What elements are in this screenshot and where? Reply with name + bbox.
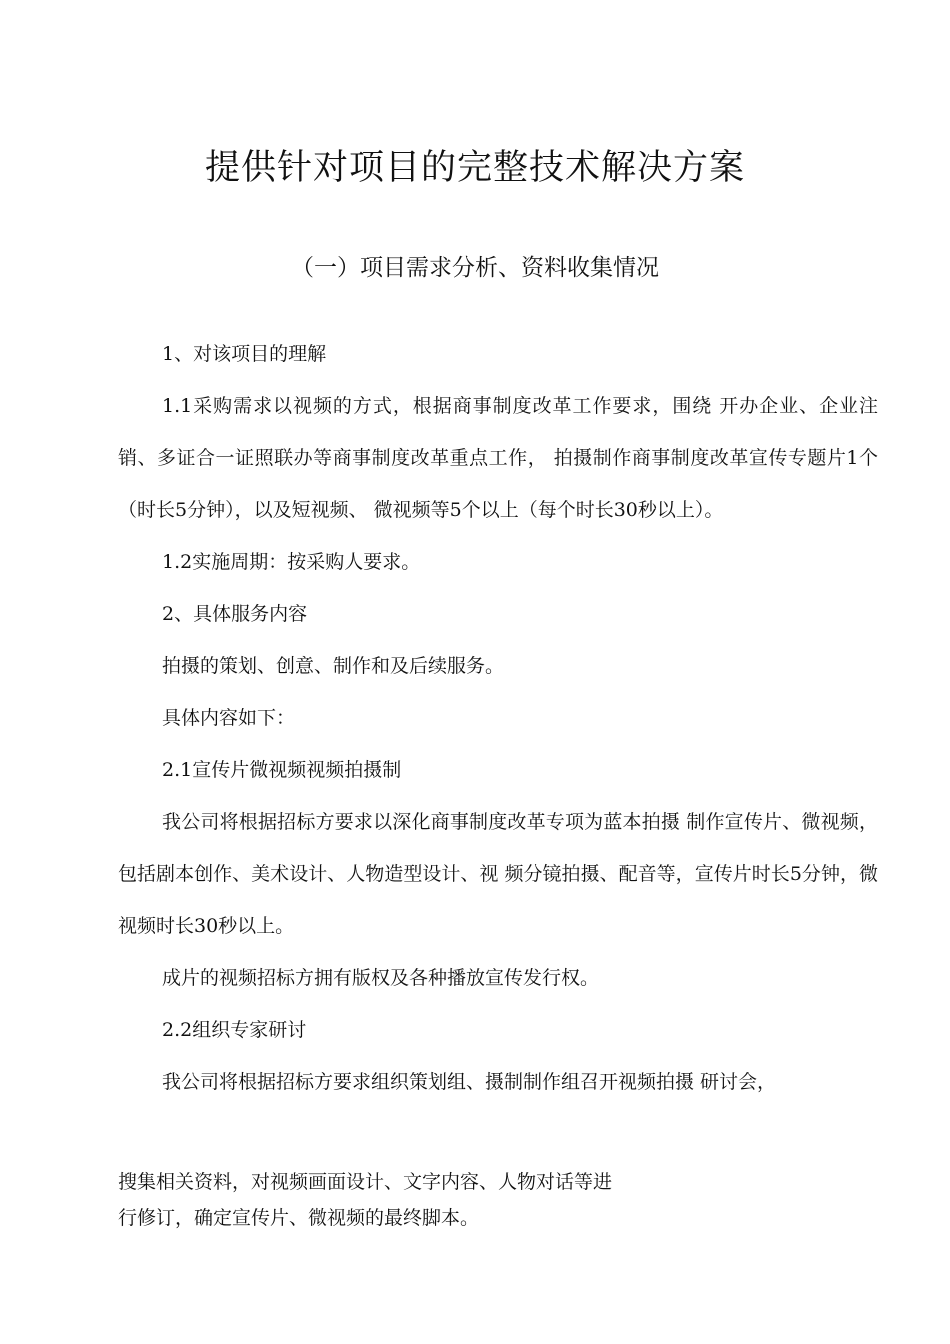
tail-line-2: 行修订，确定宣传片、微视频的最终脚本。 xyxy=(118,1207,480,1229)
section-heading: （一）项目需求分析、资料收集情况 xyxy=(291,255,659,281)
document-body xyxy=(118,328,878,1108)
paragraph-implementation-period: 1.2实施周期：按采购人要求。 xyxy=(162,551,421,573)
paragraph-copyright: 成片的视频招标方拥有版权及各种播放宣传发行权。 xyxy=(162,967,600,989)
paragraph-content-intro: 具体内容如下： xyxy=(162,707,296,729)
paragraph-service-heading: 2、具体服务内容 xyxy=(162,603,308,625)
paragraph-video-description: 我公司将根据招标方要求以深化商事制度改革专项为蓝本拍摄 制作宣传片、微视频，包括剧本创作、美术设计、人物造型设计、视 频分镜拍摄、配音等，宣传片时长5分钟，微视频时长30秒以上。 xyxy=(118,811,878,937)
document-tail xyxy=(118,1164,878,1236)
document-title: 提供针对项目的完整技术解决方案 xyxy=(204,148,745,188)
paragraph-video-heading: 2.1宣传片微视频视频拍摄制 xyxy=(162,759,402,781)
paragraph-expert-description: 我公司将根据招标方要求组织策划组、摄制制作组召开视频拍摄 研讨会， xyxy=(162,1071,777,1093)
paragraph-understanding-heading: 1、对该项目的理解 xyxy=(162,343,327,365)
paragraph-expert-heading: 2.2组织专家研讨 xyxy=(162,1019,307,1041)
paragraph-procurement-need: 1.1采购需求以视频的方式，根据商事制度改革工作要求，围绕 开办企业、企业注销、多证合一证照联办等商事制度改革重点工作， 拍摄制作商事制度改革宣传专题片1个（时长5分钟），以及短视频、 微视频等5个以上（每个时长30秒以上）。 xyxy=(118,395,878,521)
paragraph-service-scope: 拍摄的策划、创意、制作和及后续服务。 xyxy=(162,655,505,677)
tail-line-1: 搜集相关资料，对视频画面设计、文字内容、人物对话等进 xyxy=(118,1171,613,1193)
